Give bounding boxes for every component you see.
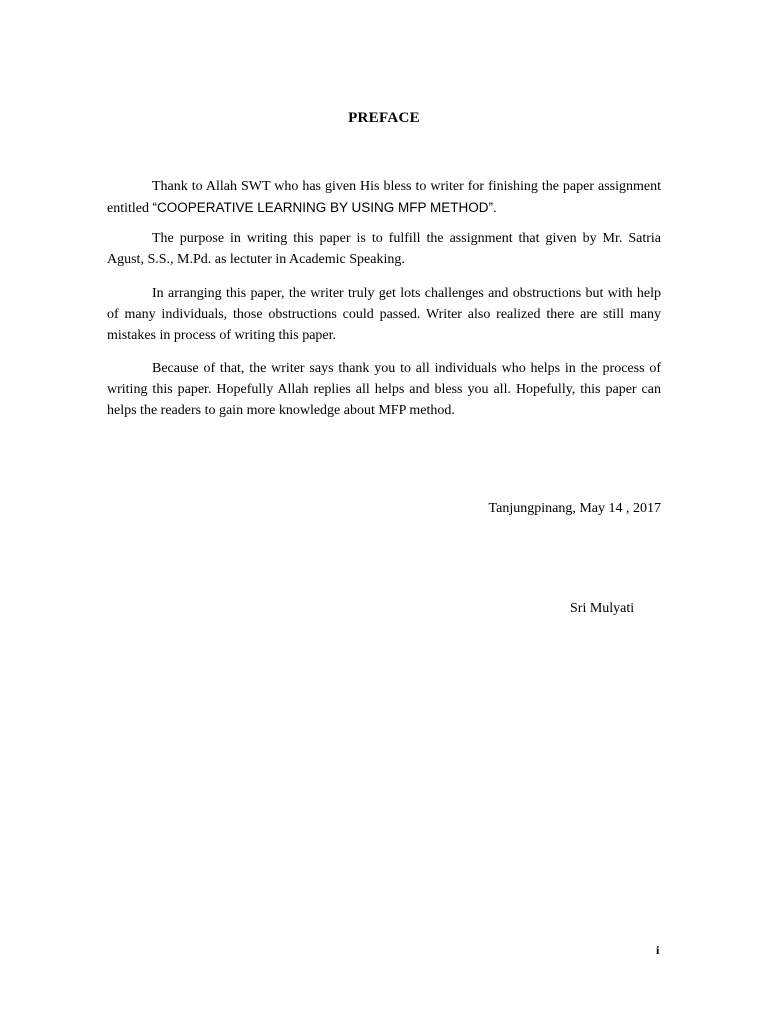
paper-title-quote: “COOPERATIVE LEARNING BY USING MFP METHOD”. (152, 200, 497, 215)
page-title: PREFACE (348, 110, 420, 126)
paragraph-1-text: Thank to Allah SWT who has given His bless to writer for finishing the paper assignment entitled (107, 179, 661, 216)
signer-name: Sri Mulyati (570, 601, 635, 616)
paragraph-4 (107, 358, 661, 421)
page-number: i (656, 943, 660, 957)
paragraph-3 (107, 283, 661, 346)
paragraph-2-text: The purpose in writing this paper is to fulfill the assignment that given by Mr. Satria Agust, S.S., M.Pd. as lectuter in Academic Speaking. (107, 231, 661, 267)
paragraph-1 (107, 176, 661, 219)
paragraph-4-text: Because of that, the writer says thank you to all individuals who helps in the process of writing this paper. Hopefully Allah replies all helps and bless you all. Hopefully, this paper can helps the readers to gain more knowledge about MFP method. (107, 361, 661, 418)
paragraph-2 (107, 228, 661, 270)
paragraph-3-text: In arranging this paper, the writer truly get lots challenges and obstructions but with help of many individuals, those obstructions could passed. Writer also realized there are still many mistakes in process of writing this paper. (107, 286, 661, 343)
place-and-date: Tanjungpinang, May 14 , 2017 (488, 501, 661, 516)
